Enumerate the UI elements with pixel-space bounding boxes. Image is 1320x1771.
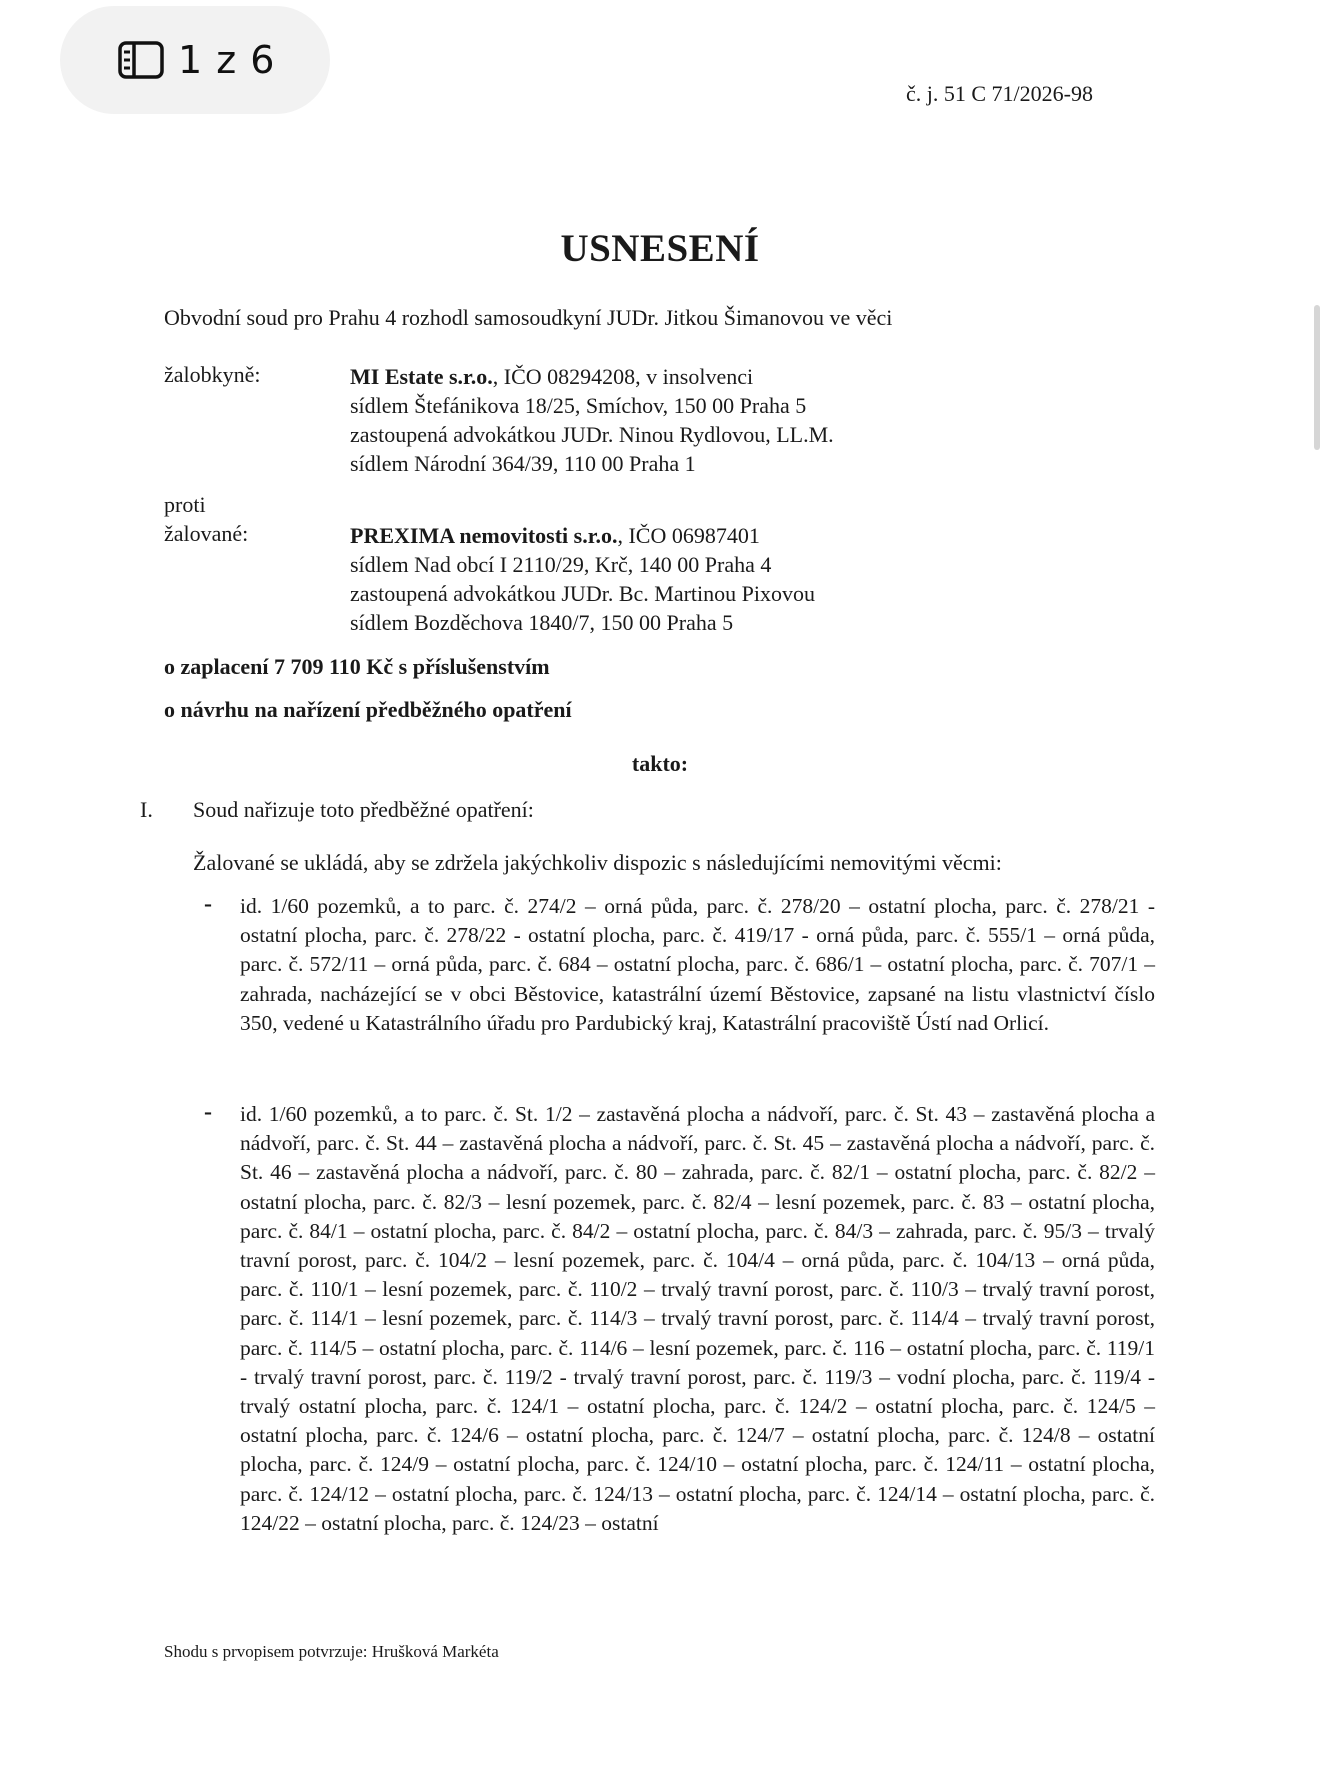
takto-heading: takto: <box>631 751 689 776</box>
subject-payment: o zaplacení 7 709 110 Kč s příslušenstvím <box>164 654 550 679</box>
certification-footer: Shodu s prvopisem potvrzuje: Hrušková Markéta <box>164 1642 499 1661</box>
against-label: proti <box>164 492 206 517</box>
bullet-marker: - <box>204 1099 212 1125</box>
plaintiff-line: sídlem Štefánikova 18/25, Smíchov, 150 00 Praha 5 <box>350 393 807 418</box>
plaintiff-line: sídlem Národní 364/39, 110 00 Praha 1 <box>350 451 696 476</box>
page-indicator-label: 1 z 6 <box>178 38 276 82</box>
bullet-marker: - <box>204 891 212 917</box>
defendant-name-line <box>350 521 815 550</box>
section-numeral: I. <box>140 797 153 822</box>
section-instruction: Žalované se ukládá, aby se zdržela jakýchkoliv dispozic s následujícími nemovitými věcmi: <box>193 850 1002 875</box>
plaintiff-id: , IČO 08294208, v insolvenci <box>492 364 754 389</box>
defendant-label: žalované: <box>164 521 249 546</box>
defendant-line: sídlem Bozděchova 1840/7, 150 00 Praha 5 <box>350 610 734 635</box>
plaintiff-name: MI Estate s.r.o. <box>350 364 493 389</box>
property-list-item: id. 1/60 pozemků, a to parc. č. 274/2 – orná půda, parc. č. 278/20 – ostatní plocha, parc. č. 278/21 - ostatní plocha, parc. č. 278/22 - ostatní plocha, parc. č. 419/17 - orná půda, parc. č. 555/1 – orná půda, parc. č. 572/11 – orná půda, parc. č. 684 – ostatní plocha, parc. č. 686/1 – ostatní plocha, parc. č. 707/1 – zahrada, nacházející se v obci Běstovice, katastrální území Běstovice, zapsané na listu vlastnictví číslo 350, vedené u Katastrálního úřadu pro Pardubický kraj, Katastrální pracoviště Ústí nad Orlicí. <box>240 894 1155 1035</box>
subject-motion: o návrhu na nařízení předběžného opatření <box>164 697 572 722</box>
case-number: č. j. 51 C 71/2026-98 <box>906 81 1093 106</box>
plaintiff-name-line <box>350 362 834 391</box>
section-heading: Soud nařizuje toto předběžné opatření: <box>193 797 534 822</box>
defendant-name: PREXIMA nemovitosti s.r.o. <box>350 523 618 548</box>
intro-line: Obvodní soud pro Prahu 4 rozhodl samosoudkyní JUDr. Jitkou Šimanovou ve věci <box>164 305 893 330</box>
plaintiff-line: zastoupená advokátkou JUDr. Ninou Rydlovou, LL.M. <box>350 422 834 447</box>
page-indicator[interactable] <box>60 6 330 114</box>
defendant-line: sídlem Nad obcí I 2110/29, Krč, 140 00 Praha 4 <box>350 552 772 577</box>
defendant-line: zastoupená advokátkou JUDr. Bc. Martinou Pixovou <box>350 581 815 606</box>
defendant-details <box>350 521 815 637</box>
sidebar-icon <box>118 41 164 79</box>
scrollbar[interactable] <box>1314 305 1320 450</box>
defendant-id: , IČO 06987401 <box>617 523 760 548</box>
plaintiff-details <box>350 362 834 478</box>
document-title: USNESENÍ <box>560 227 760 270</box>
property-list-item: id. 1/60 pozemků, a to parc. č. St. 1/2 – zastavěná plocha a nádvoří, parc. č. St. 43 – zastavěná plocha a nádvoří, parc. č. St. 44 – zastavěná plocha a nádvoří, parc. č. St. 45 – zastavěná plocha a nádvoří, parc. č. St. 46 – zastavěná plocha a nádvoří, parc. č. 80 – zahrada, parc. č. 82/1 – ostatní plocha, parc. č. 82/2 – ostatní plocha, parc. č. 82/3 – lesní pozemek, parc. č. 82/4 – lesní pozemek, parc. č. 83 – ostatní plocha, parc. č. 84/1 – ostatní plocha, parc. č. 84/2 – ostatní plocha, parc. č. 84/3 – zahrada, parc. č. 95/3 – trvalý travní porost, parc. č. 104/2 – lesní pozemek, parc. č. 104/4 – orná půda, parc. č. 104/13 – orná půda, parc. č. 110/1 – lesní pozemek, parc. č. 110/2 – trvalý travní porost, parc. č. 110/3 – trvalý travní porost, parc. č. 114/1 – lesní pozemek, parc. č. 114/3 – trvalý travní porost, parc. č. 114/4 – trvalý travní porost, parc. č. 114/5 – ostatní plocha, parc. č. 114/6 – lesní pozemek, parc. č. 116 – ostatní plocha, parc. č. 119/1 - trvalý travní porost, parc. č. 119/2 - trvalý travní porost, parc. č. 119/3 – vodní plocha, parc. č. 119/4 - trvalý ostatní plocha, parc. č. 124/1 – ostatní plocha, parc. č. 124/2 – ostatní plocha, parc. č. 124/5 – ostatní plocha, parc. č. 124/6 – ostatní plocha, parc. č. 124/7 – ostatní plocha, parc. č. 124/8 – ostatní plocha, parc. č. 124/9 – ostatní plocha, parc. č. 124/10 – ostatní plocha, parc. č. 124/11 – ostatní plocha, parc. č. 124/12 – ostatní plocha, parc. č. 124/13 – ostatní plocha, parc. č. 124/14 – ostatní plocha, parc. č. 124/22 – ostatní plocha, parc. č. 124/23 – ostatní <box>240 1102 1155 1535</box>
plaintiff-label: žalobkyně: <box>164 362 261 387</box>
